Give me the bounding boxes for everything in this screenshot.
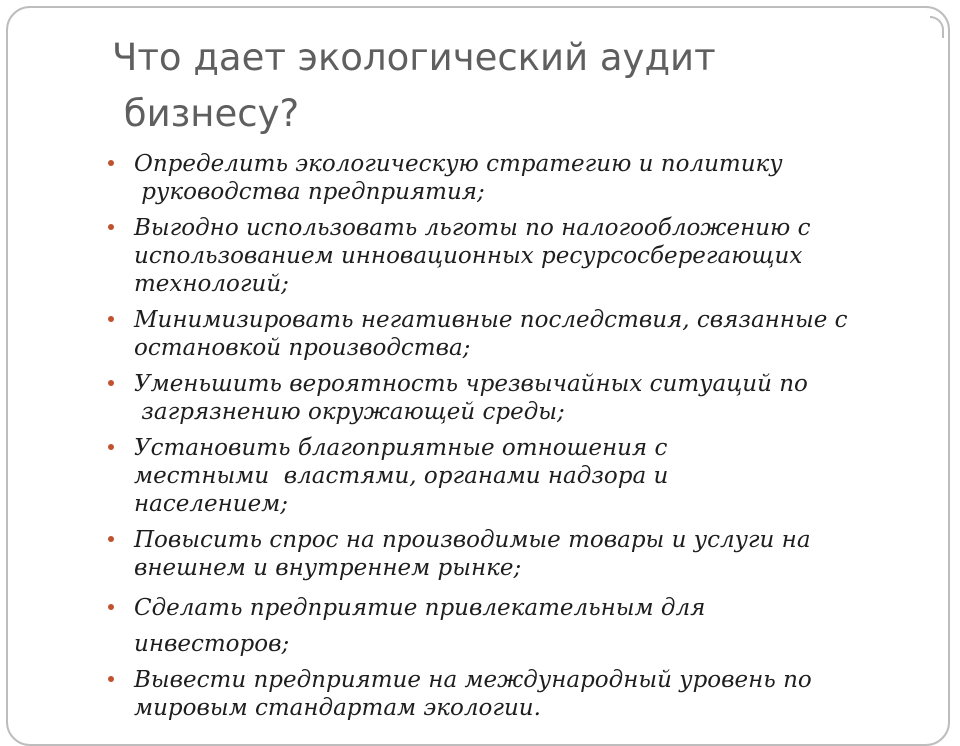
list-item-text: местными властями, органами надзора и bbox=[134, 463, 669, 489]
list-item bbox=[104, 590, 894, 662]
bullet-icon bbox=[108, 160, 114, 166]
list-item-text: технологий; bbox=[134, 271, 289, 297]
page-curl-decoration bbox=[930, 16, 944, 38]
slide-title bbox=[112, 30, 892, 142]
list-item-text: населением; bbox=[134, 491, 289, 517]
list-item-text: мировым стандартам экологии. bbox=[134, 695, 541, 721]
list-item-text: Установить благоприятные отношения с bbox=[134, 435, 668, 461]
list-item bbox=[104, 150, 894, 206]
list-item-text: загрязнению окружающей среды; bbox=[134, 399, 565, 425]
list-item-text: Уменьшить вероятность чрезвычайных ситуаций по bbox=[134, 371, 808, 397]
list-item-text: Определить экологическую стратегию и политику bbox=[134, 151, 783, 177]
list-item bbox=[104, 370, 894, 426]
slide-title-line-1: Что дает экологический аудит bbox=[112, 36, 716, 79]
benefits-list bbox=[104, 150, 894, 730]
bullet-icon bbox=[108, 380, 114, 386]
list-item-text: Сделать предприятие привлекательным для bbox=[134, 595, 706, 621]
list-item-text: Минимизировать негативные последствия, связанные с bbox=[134, 307, 848, 333]
list-item bbox=[104, 434, 894, 518]
list-item-text: остановкой производства; bbox=[134, 335, 471, 361]
bullet-icon bbox=[108, 316, 114, 322]
list-item-text: Вывести предприятие на международный уровень по bbox=[134, 667, 812, 693]
list-item-text: Выгодно использовать льготы по налогообложению с bbox=[134, 215, 811, 241]
list-item-text: Повысить спрос на производимые товары и услуги на bbox=[134, 527, 811, 553]
bullet-icon bbox=[108, 604, 114, 610]
slide-title-line-2: бизнесу? bbox=[112, 92, 300, 135]
list-item bbox=[104, 214, 894, 298]
bullet-icon bbox=[108, 536, 114, 542]
bullet-icon bbox=[108, 224, 114, 230]
list-item bbox=[104, 526, 894, 582]
list-item-text: руководства предприятия; bbox=[134, 179, 485, 205]
list-item-text: использованием инновационных ресурсосберегающих bbox=[134, 243, 803, 269]
list-item bbox=[104, 666, 894, 722]
list-item-text: внешнем и внутреннем рынке; bbox=[134, 555, 522, 581]
list-item bbox=[104, 306, 894, 362]
bullet-icon bbox=[108, 444, 114, 450]
bullet-icon bbox=[108, 676, 114, 682]
list-item-text: инвесторов; bbox=[134, 631, 290, 657]
